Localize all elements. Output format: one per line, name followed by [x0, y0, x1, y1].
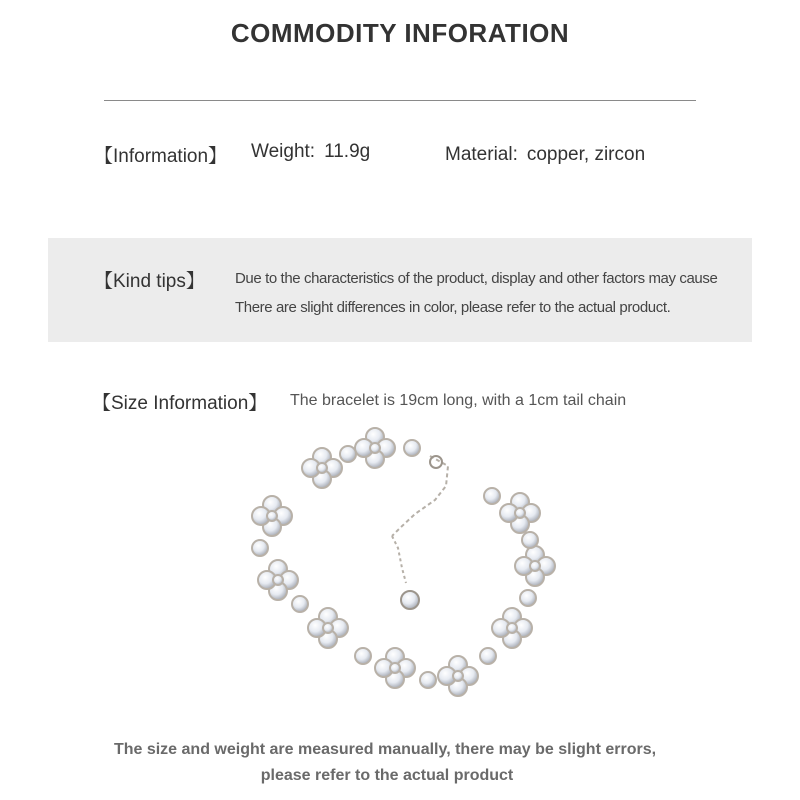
footer-note-line-2: please refer to the actual product — [260, 767, 514, 784]
size-information-label: 【Size Information】 — [92, 393, 268, 414]
information-row — [0, 141, 800, 169]
material-field — [445, 144, 645, 166]
weight-key: Weight: — [251, 141, 316, 162]
crystal-gem — [273, 575, 283, 585]
title-divider — [104, 100, 696, 101]
crystal-gem — [522, 532, 538, 548]
material-key: Material: — [445, 144, 518, 165]
weight-field — [251, 141, 370, 163]
extension-chain — [392, 456, 448, 609]
footer-note-line-1: The size and weight are measured manually, there may be slight errors, — [113, 741, 657, 758]
crystal-gem — [453, 671, 463, 681]
crystal-clover-links — [252, 428, 555, 696]
tail-charm — [401, 591, 419, 609]
kind-tips-label: 【Kind tips】 — [94, 271, 205, 292]
crystal-gem — [267, 511, 277, 521]
crystal-gem — [404, 440, 420, 456]
crystal-gem — [340, 446, 356, 462]
crystal-gem — [520, 590, 536, 606]
kind-tips-line-2: There are slight differences in color, please refer to the actual product. — [235, 299, 671, 316]
crystal-gem — [480, 648, 496, 664]
crystal-gem — [484, 488, 500, 504]
bracelet-image — [230, 418, 580, 708]
crystal-gem — [292, 596, 308, 612]
size-information-text: The bracelet is 19cm long, with a 1cm tail chain — [290, 392, 627, 409]
crystal-gem — [323, 623, 333, 633]
crystal-gem — [317, 463, 327, 473]
material-value: copper, zircon — [526, 144, 646, 165]
crystal-gem — [507, 623, 517, 633]
page-title: COMMODITY INFORATION — [230, 18, 570, 48]
kind-tips-panel — [48, 238, 752, 342]
information-label: 【Information】 — [94, 146, 228, 167]
crystal-gem — [252, 540, 268, 556]
crystal-gem — [370, 443, 380, 453]
crystal-gem — [390, 663, 400, 673]
crystal-gem — [515, 508, 525, 518]
weight-value: 11.9g — [324, 141, 371, 162]
kind-tips-line-1: Due to the characteristics of the product, display and other factors may cause — [235, 270, 718, 287]
crystal-gem — [530, 561, 540, 571]
clasp — [430, 456, 442, 468]
crystal-gem — [420, 672, 436, 688]
crystal-gem — [355, 648, 371, 664]
